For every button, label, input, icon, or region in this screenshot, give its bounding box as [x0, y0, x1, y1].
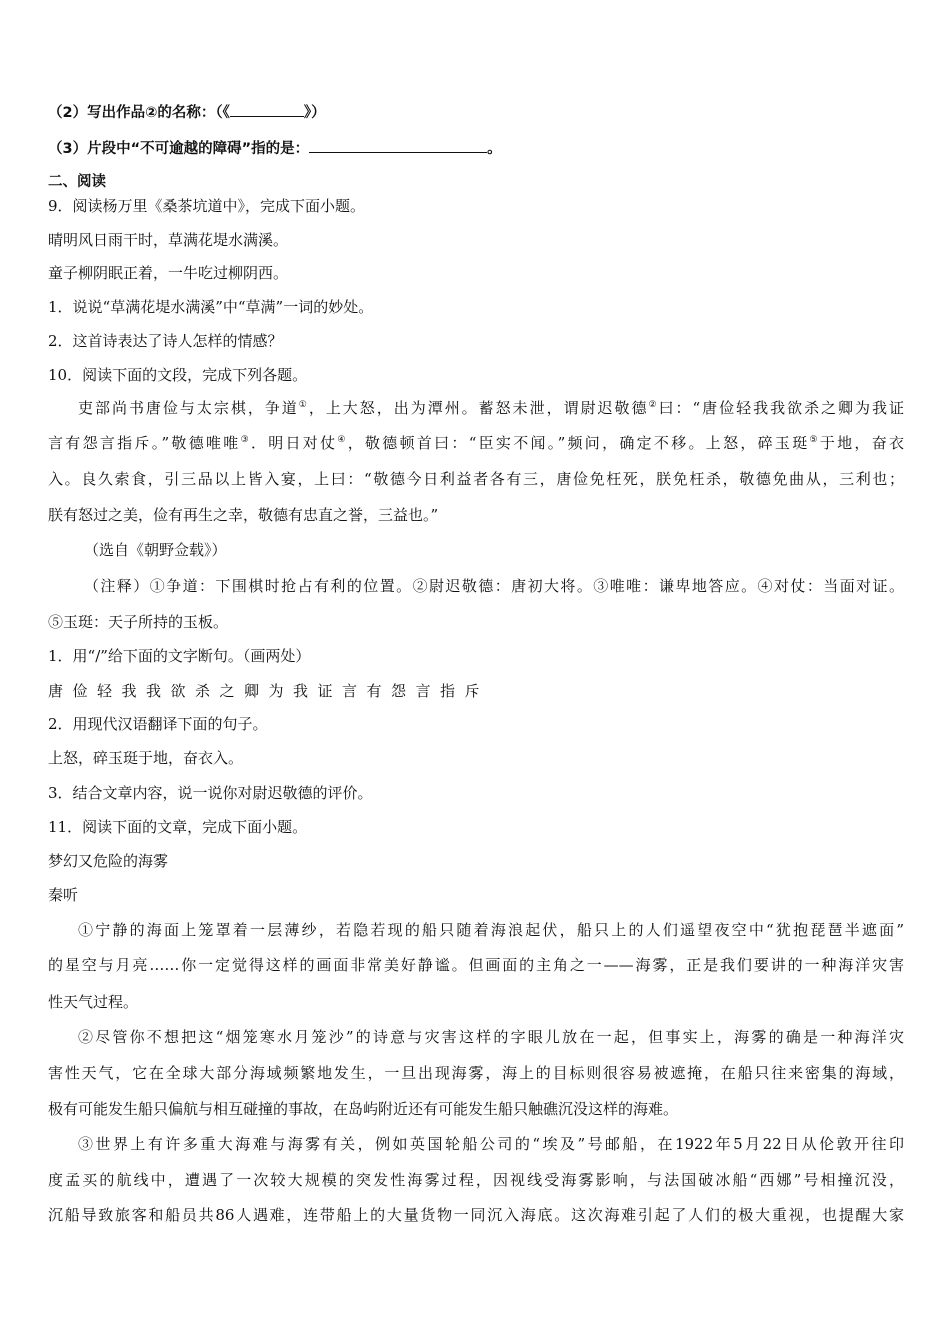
article-paragraph-line: ③世界上有许多重大海难与海雾有关，例如英国轮船公司的“埃及”号邮船，在1922年5月22日从伦敦开往印	[78, 1135, 904, 1153]
article-paragraph-line: 沉船导致旅客和船员共86人遇难，连带船上的大量货物一同沉入海底。这次海难引起了人们的极大重视，也提醒大家	[48, 1206, 904, 1224]
punctuation-exercise-text: 唐俭轻我我欲杀之卿为我证言有怨言指斥	[48, 682, 490, 700]
article-title: 梦幻又危险的海雾	[48, 852, 169, 870]
question-9-title: 9．阅读杨万里《桑茶坑道中》，完成下面小题。	[48, 197, 366, 215]
classical-text-line: 言有怨言指斥。”敬德唯唯③．明日对仗④，敬德顿首曰：“臣实不闻。”频问，确定不移。上怒，碎玉珽⑤于地，奋衣	[48, 434, 904, 452]
article-paragraph-line: 性天气过程。	[48, 993, 139, 1011]
question-10-title: 10．阅读下面的文段，完成下列各题。	[48, 366, 308, 384]
answer-blank[interactable]	[309, 137, 487, 153]
annotation-notes: （注释）①争道：下围棋时抢占有利的位置。②尉迟敬德：唐初大将。③唯唯：谦卑地答应。④对仗：当面对证。	[84, 577, 904, 595]
classical-text-line: 朕有怒过之美，俭有再生之幸，敬德有忠直之誉，三益也。”	[48, 506, 439, 524]
section-heading: 二、阅读	[48, 174, 106, 190]
question-2: （2）写出作品②的名称：（《 》）	[48, 101, 908, 123]
footnote-mark: ②	[648, 400, 659, 410]
article-paragraph-line: 极有可能发生船只偏航与相互碰撞的事故，在岛屿附近还有可能发生船只触礁沉没这样的海难。	[48, 1100, 679, 1118]
question-10-sub2: 2．用现代汉语翻译下面的句子。	[48, 715, 268, 733]
source-citation: （选自《朝野佥载》）	[84, 541, 227, 559]
poem-line: 晴明风日雨干时，草满花堤水满溪。	[48, 231, 289, 249]
question-11-title: 11．阅读下面的文章，完成下面小题。	[48, 818, 308, 836]
article-paragraph-line: 度孟买的航线中，遭遇了一次较大规模的突发性海雾过程，因视线受海雾影响，与法国破冰船“西娜”号相撞沉没，	[48, 1171, 904, 1189]
question-3: （3）片段中“不可逾越的障碍”指的是： 。	[48, 137, 908, 159]
question-9-sub1: 1．说说“草满花堤水满溪”中“草满”一词的妙处。	[48, 298, 374, 316]
footnote-mark: ①	[298, 400, 309, 410]
footnote-mark: ④	[337, 435, 348, 445]
article-author: 秦听	[48, 886, 79, 904]
article-paragraph-line: ①宁静的海面上笼罩着一层薄纱，若隐若现的船只随着海浪起伏，船只上的人们遥望夜空中“犹抱琵琶半遮面”	[78, 921, 904, 939]
answer-blank[interactable]	[230, 101, 304, 117]
footnote-mark: ⑤	[809, 435, 820, 445]
annotation-notes: ⑤玉珽：天子所持的玉板。	[48, 613, 229, 631]
article-paragraph-line: ②尽管你不想把这“烟笼寒水月笼沙”的诗意与灾害这样的字眼儿放在一起，但事实上，海雾的确是一种海洋灾	[78, 1028, 904, 1046]
article-paragraph-line: 的星空与月亮……你一定觉得这样的画面非常美好静谧。但画面的主角之一——海雾，正是我们要讲的一种海洋灾害	[48, 956, 904, 974]
classical-text-line: 吏部尚书唐俭与太宗棋，争道①，上大怒，出为潭州。蓄怒未泄，谓尉迟敬德②曰：“唐俭轻我我欲杀之卿为我证	[78, 399, 904, 417]
poem-line: 童子柳阴眠正着，一牛吃过柳阴西。	[48, 264, 289, 282]
translation-sentence: 上怒，碎玉珽于地，奋衣入。	[48, 749, 244, 767]
question-9-sub2: 2．这首诗表达了诗人怎样的情感？	[48, 332, 283, 350]
question-10-sub3: 3．结合文章内容，说一说你对尉迟敬德的评价。	[48, 784, 373, 802]
classical-text-line: 入。良久索食，引三品以上皆入宴，上曰：“敬德今日利益者各有三，唐俭免枉死，朕免枉杀，敬德免曲从，三利也；	[48, 470, 904, 488]
article-paragraph-line: 害性天气，它在全球大部分海域频繁地发生，一旦出现海雾，海上的目标则很容易被遮掩，在船只往来密集的海域，	[48, 1064, 904, 1082]
question-10-sub1: 1．用“/”给下面的文字断句。（画两处）	[48, 647, 311, 665]
footnote-mark: ③	[240, 435, 251, 445]
